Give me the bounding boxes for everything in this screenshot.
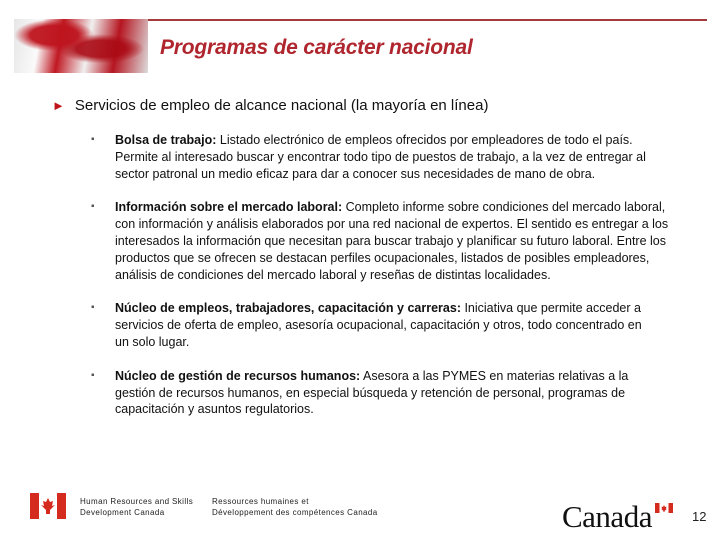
main-heading — [52, 97, 488, 114]
dept-en-line1: Human Resources and Skills — [80, 497, 194, 506]
department-name-english — [80, 496, 193, 518]
item-label: Núcleo de gestión de recursos humanos: — [115, 368, 361, 383]
wordmark-flag-icon — [655, 503, 673, 513]
list-item — [91, 368, 665, 418]
item-label: Núcleo de empleos, trabajadores, capacitación y carreras: — [115, 301, 461, 316]
square-bullet-icon: ▪ — [91, 134, 95, 145]
list-item — [91, 199, 680, 283]
dept-fr-line1: Ressources humaines et — [212, 497, 309, 506]
square-bullet-icon: ▪ — [91, 302, 95, 314]
item-text: Listado electrónico de empleos ofrecidos por empleadores de todo el país. Permite al interesado buscar y encontrar todo tipo de puestos de trabajo, a la vez de entregar al sector patronal un medio eficaz para dar a conocer sus necesidades de mano de obra. — [115, 133, 646, 181]
department-name-french — [212, 496, 378, 518]
list-item — [91, 300, 655, 350]
header-flag-image — [14, 19, 148, 73]
square-bullet-icon: ▪ — [91, 201, 95, 213]
item-label: Información sobre el mercado laboral: — [115, 200, 343, 215]
dept-fr-line2: Développement des compétences Canada — [212, 508, 378, 517]
dept-en-line2: Development Canada — [80, 508, 165, 517]
page-number: 12 — [692, 509, 707, 524]
item-text: Iniciativa que permite acceder a servicios de oferta de empleo, asesoría ocupacional, capacitación y otros, todo concentrado en un solo lugar. — [115, 301, 642, 349]
canada-flag-icon — [30, 493, 66, 519]
list-item — [91, 132, 670, 182]
square-bullet-icon: ▪ — [91, 369, 95, 381]
item-label: Bolsa de trabajo: — [115, 133, 217, 147]
header-rule — [148, 19, 707, 21]
main-heading-text: Servicios de empleo de alcance nacional (la mayoría en línea) — [74, 97, 489, 114]
canada-wordmark: Canada — [562, 499, 652, 534]
item-text: Asesora a las PYMES en materias relativas a la gestión de recursos humanos, en especial búsqueda y retención de personal, programas de capacitación y asuntos regulatorios. — [115, 368, 629, 417]
triangle-bullet-icon: ► — [52, 98, 65, 113]
page-title: Programas de carácter nacional — [160, 36, 473, 59]
bullet-list — [91, 132, 681, 435]
item-text: Completo informe sobre condiciones del mercado laboral, con información y análisis elaborados por una red nacional de expertos. El sentido es entregar a los interesados la información que necesitan para buscar trabajo y planificar su futuro laboral. Entre los productos que se ofrecen se destacan perfiles ocupacionales, listados de posibles empleadores, análisis de condiciones del mercado laboral y reseñas de distintas localidades. — [115, 200, 669, 282]
